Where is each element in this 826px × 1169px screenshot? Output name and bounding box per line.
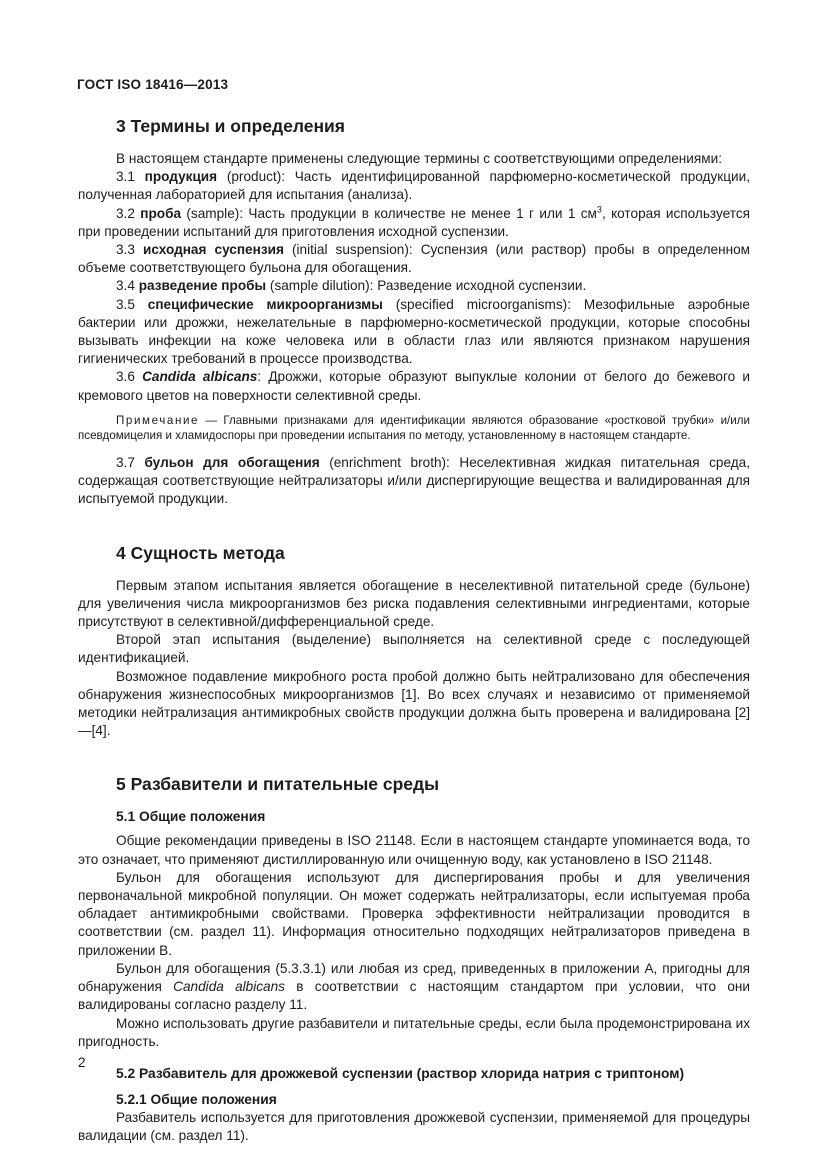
- term-3-6: 3.6 Candida albicans: Дрожжи, которые образуют выпуклые колонии от белого до бежевого и кремового цветов на поверхности селективной среды.: [78, 369, 750, 403]
- s3-intro: В настоящем стандарте применены следующие термины с соответствующими определениями:: [116, 151, 722, 166]
- s5-1-paragraph-2: Бульон для обогащения используют для диспергирования пробы и для увеличения первоначальной микробной популяции. Он может содержать нейтрализаторы, если испытуемая проба обладает антимикробными свойствами. Проверка эффективности нейтрализации проводится в соответствии (см. раздел 11). Информация относительно подходящих нейтрализаторов приведена в приложении В.: [78, 869, 750, 958]
- section-5-2-1-title: 5.2.1 Общие положения: [116, 1091, 277, 1107]
- s4-paragraph-2: Второй этап испытания (выделение) выполняется на селективной среде с последующей идентификацией.: [78, 632, 750, 666]
- term-3-2: 3.2 проба (sample): Часть продукции в количестве не менее 1 г или 1 $см^3$, которая используется при проведении испытаний для приготовления исходной суспензии.: [78, 204, 750, 239]
- term-3-5: 3.5 специфические микроорганизмы (specified microorganisms): Мезофильные аэробные бактерии или дрожжи, нежелательные в парфюмерно-косметической продукции, которые способны вызывать инфекции на коже человека или в области глаз или являются признаком нарушения гигиенических требований в процессе производства.: [78, 296, 750, 367]
- section-4-title: 4 Сущность метода: [116, 542, 285, 563]
- s4-paragraph-3: Возможное подавление микробного роста пробой должно быть нейтрализовано для обеспечения обнаружения жизнеспособных микроорганизмов [1]. Во всех случаях и независимо от применяемой методики нейтрализация антимикробных свойств продукции должна быть проверена и валидирована [2]—[4].: [78, 668, 750, 739]
- note: Примечание — Главными признаками для идентификации являются образование «ростковой трубки» и/или псевдомицелия и хламидоспоры при проведении испытания по методу, установленному в настоящем стандарте.: [78, 413, 750, 443]
- section-3-title: 3 Термины и определения: [116, 116, 345, 136]
- s4-paragraph-1: Первым этапом испытания является обогащение в неселективной питательной среде (бульоне) для увеличения числа микроорганизмов без риска подавления селективными ингредиентами, которые присутствуют в селективной/дифференциальной среде.: [78, 577, 750, 630]
- s5-2-1-paragraph-1: Разбавитель используется для приготовления дрожжевой суспензии, применяемой для процедуры валидации (см. раздел 11).: [78, 1109, 750, 1144]
- term-3-4: 3.4 разведение пробы (sample dilution): Разведение исходной суспензии.: [116, 278, 587, 294]
- s5-1-paragraph-3: Бульон для обогащения (5.3.3.1) или любая из сред, приведенных в приложении А, пригодны для обнаружения Candida albicans в соответствии с настоящим стандартом при условии, что они валидированы согласно разделу 11.: [78, 960, 750, 1013]
- s5-1-paragraph-4: Можно использовать другие разбавители и питательные среды, если была продемонстрирована их пригодность.: [78, 1015, 750, 1049]
- section-5-1-title: 5.1 Общие положения: [116, 809, 266, 825]
- page-number: 2: [78, 1055, 86, 1070]
- standard-header: ГОСТ ISO 18416—2013: [77, 77, 229, 92]
- s5-1-paragraph-1: Общие рекомендации приведены в ISO 21148. Если в настоящем стандарте упоминается вода, то это означает, что применяют дистиллированную или очищенную воду, как установлено в ISO 21148.: [78, 833, 750, 867]
- term-3-1: 3.1 продукция (product): Часть идентифицированной парфюмерно-косметической продукции, полученная лабораторией для испытания (анализа).: [78, 169, 750, 203]
- page-content: [78, 115, 750, 1145]
- term-3-7: 3.7 бульон для обогащения (enrichment broth): Неселективная жидкая питательная среда, содержащая соответствующие нейтрализаторы и/или диспергирующие вещества и валидированная для испытуемой продукции.: [78, 455, 750, 507]
- term-3-3: 3.3 исходная суспензия (initial suspension): Суспензия (или раствор) пробы в определенном объеме соответствующего бульона для обогащения.: [78, 242, 750, 276]
- note-label: Примечание: [116, 413, 200, 427]
- section-5-2-title: 5.2 Разбавитель для дрожжевой суспензии (раствор хлорида натрия с триптоном): [116, 1065, 685, 1081]
- section-5-title: 5 Разбавители и питательные среды: [116, 774, 440, 795]
